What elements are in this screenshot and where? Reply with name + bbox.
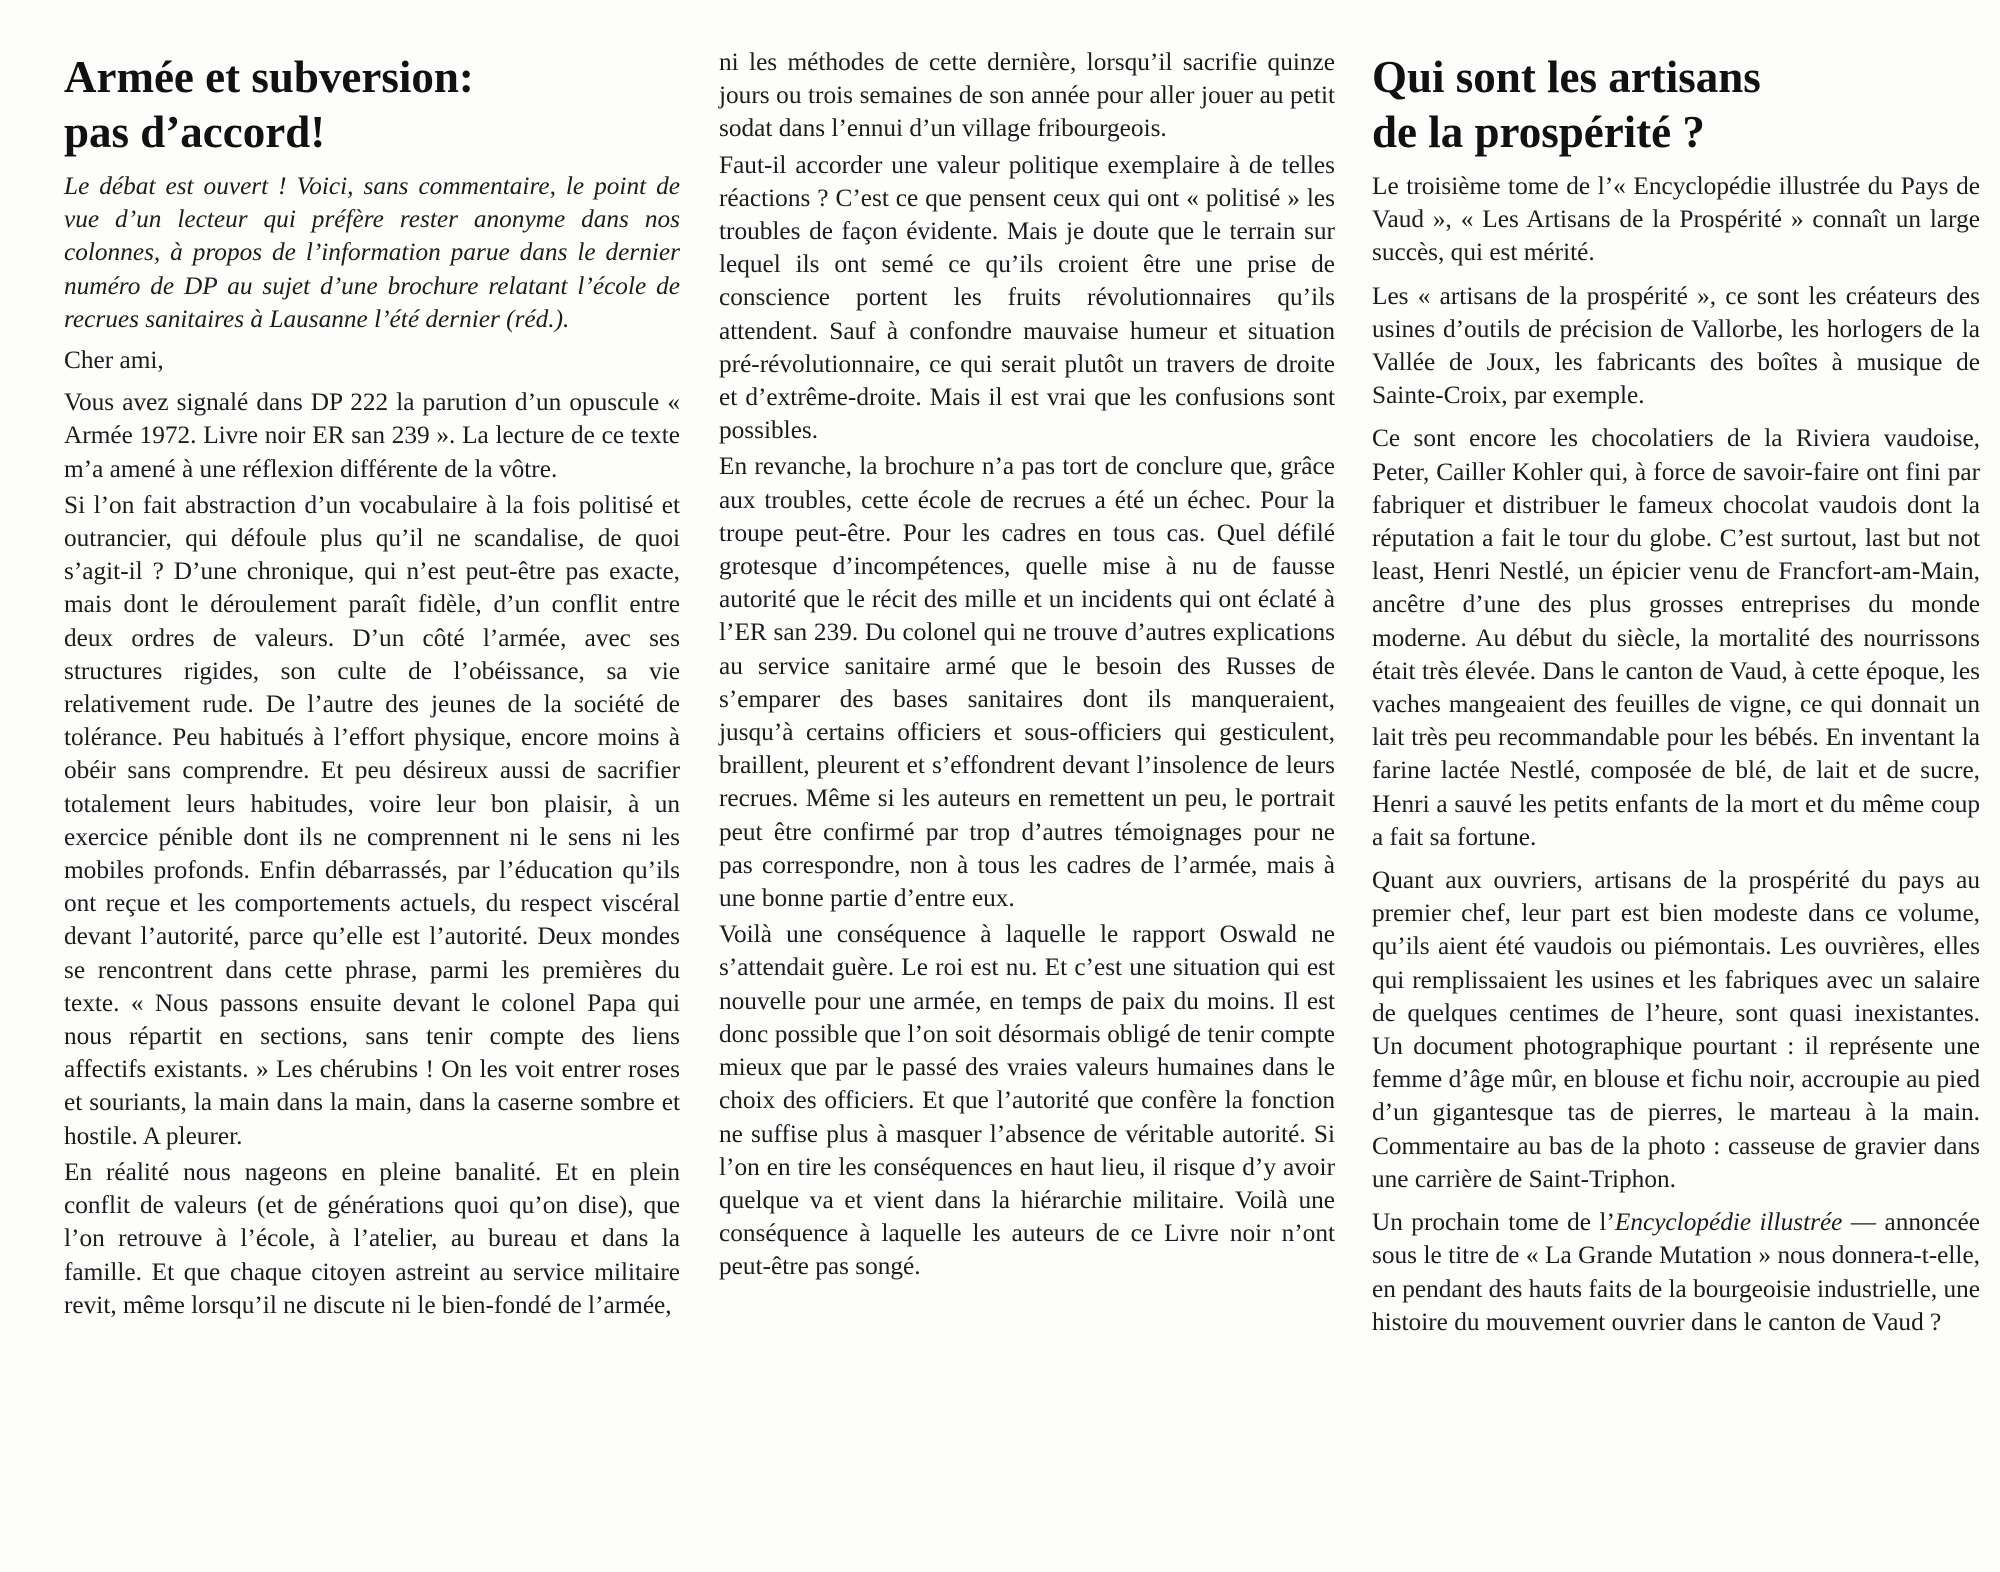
article-paragraph: Le troisième tome de l’« Encyclopédie illustrée du Pays de Vaud », « Les Artisans de la Prospérité » connaît un large succès, qui est mérité.	[1372, 172, 1980, 267]
closing-text-end: — annoncée sous le titre de « La Grande Mutation » nous donnera-t-elle, en pendant des hauts faits de la bourgeoisie industrielle, une histoire du mouvement ouvrier dans le canton de Vaud ?	[1372, 1208, 1980, 1336]
closing-text-start: Un prochain tome de l’	[1372, 1208, 1615, 1237]
article-paragraph: Faut-il accorder une valeur politique exemplaire à de telles réactions ? C’est ce que pensent ceux qui ont « politisé » les troubles de façon évidente. Mais je doute que le terrain sur lequel ils ont semé ce qu’ils croient être une prise de conscience portent les fruits révolutionnaires qu’ils attendent. Sauf à confondre mauvaise humeur et situation pré-révolutionnaire, ce qui serait plutôt un travers de droite et d’extrême-droite. Mais il est vrai que les confusions sont possibles.	[719, 150, 1335, 445]
article-paragraph: Vous avez signalé dans DP 222 la parution d’un opuscule « Armée 1972. Livre noir ER san 239 ». La lecture de ce texte m’a amené à une réflexion différente de la vôtre.	[64, 388, 680, 483]
headline-line-1: Qui sont les artisans	[1372, 52, 1761, 102]
article-paragraph: Quant aux ouvriers, artisans de la prospérité du pays au premier chef, leur part est bien modeste dans ce volume, qu’ils aient été vaudois ou piémontais. Les ouvrières, elles qui remplissaient les usines et les fabriques avec un salaire de quelques centimes de l’heure, sont quasi inexistantes. Un document photographique pourtant : il représente une femme d’âge mûr, en blouse et fichu noir, accroupie au pied d’un gigantesque tas de pierres, le marteau à la main. Commentaire au bas de la photo : casseuse de gravier dans une carrière de Saint-Triphon.	[1372, 866, 1980, 1193]
article-headline-prosperite	[1372, 50, 1980, 160]
headline-line-1: Armée et subversion:	[64, 52, 474, 102]
article-paragraph-closing	[1372, 1206, 1980, 1339]
article-paragraph: Ce sont encore les chocolatiers de la Riviera vaudoise, Peter, Cailler Kohler qui, à force de savoir-faire ont fini par fabriquer et distribuer le fameux chocolat vaudois dont la réputation a fait le tour du globe. C’est surtout, last but not least, Henri Nestlé, un épicier venu de Francfort-am-Main, ancêtre d’une des plus grosses entreprises du monde moderne. Au début du siècle, la mortalité des nourrissons était très élevée. Dans le canton de Vaud, à cette époque, les vaches mangeaient des feuilles de vigne, ce qui donnait un lait très peu recommandable pour les bébés. En inventant la farine lactée Nestlé, composée de blé, de lait et de sucre, Henri a sauvé les petits enfants de la mort et du même coup a fait sa fortune.	[1372, 424, 1980, 851]
letter-greeting: Cher ami,	[64, 346, 164, 375]
article-paragraph: ni les méthodes de cette dernière, lorsqu’il sacrifie quinze jours ou trois semaines de son année pour aller jouer au petit sodat dans l’ennui d’un village fribourgeois.	[719, 48, 1335, 143]
article-paragraph: Les « artisans de la prospérité », ce sont les créateurs des usines d’outils de précision de Vallorbe, les horlogers de la Vallée de Joux, les fabricants des boîtes à musique de Sainte-Croix, par exemple.	[1372, 281, 1980, 410]
article-headline-armee	[64, 50, 680, 160]
headline-line-2: de la prospérité ?	[1372, 107, 1705, 157]
article-paragraph: Si l’on fait abstraction d’un vocabulaire à la fois politisé et outrancier, qui défoule plus qu’il ne scandalise, de quoi s’agit-il ? D’une chronique, qui n’est peut-être pas exacte, mais dont le déroulement paraît fidèle, d’un conflit entre deux ordres de valeurs. D’un côté l’armée, avec ses structures rigides, son culte de l’obéissance, sa vie relativement rude. De l’autre des jeunes de la société de tolérance. Peu habitués à l’effort physique, encore moins à obéir sans comprendre. Et peu désireux aussi de sacrifier totalement leurs habitudes, voire leur bon plaisir, à un exercice pénible dont ils ne comprennent ni le sens ni les mobiles profonds. Enfin débarrassés, par l’éducation qu’ils ont reçue et les comportements actuels, du respect viscéral devant l’autorité, parce qu’elle est l’autorité. Deux mondes se rencontrent dans cette phrase, parmi les premières du texte. « Nous passons ensuite devant le colonel Papa qui nous répartit en sections, sans tenir compte des liens affectifs existants. » Les chérubins ! On les voit entrer roses et souriants, la main dans la main, dans la caserne sombre et hostile. A pleurer.	[64, 490, 680, 1150]
article-paragraph: Voilà une conséquence à laquelle le rapport Oswald ne s’attendait guère. Le roi est nu. Et c’est une situation qui est nouvelle pour une armée, en temps de paix du moins. Il est donc possible que l’on soit désormais obligé de tenir compte mieux que par le passé des vraies valeurs humaines dans le choix des officiers. Et que l’autorité que confère la fonction ne suffise plus à masquer l’absence de véritable autorité. Si l’on en tire les conséquences en haut lieu, il risque d’y avoir quelque va et vient dans la hiérarchie militaire. Voilà une conséquence à laquelle les auteurs de ce Livre noir n’ont peut-être pas songé.	[719, 920, 1335, 1281]
article-column-2	[719, 46, 1335, 1287]
encyclopedia-title: Encyclopédie illustrée	[1614, 1208, 1843, 1237]
article-paragraph: En revanche, la brochure n’a pas tort de conclure que, grâce aux troubles, cette école de recrues a été un échec. Pour la troupe peut-être. Pour les cadres en tous cas. Quel défilé grotesque d’incompétences, quelle mise à nu de fausse autorité que le récit des mille et un incidents qui ont éclaté à l’ER san 239. Du colonel qui ne trouve d’autres explications au service sanitaire armé que le besoin des Russes de s’emparer des bases sanitaires dont ils manqueraient, jusqu’à certains officiers et sous-officiers qui gesticulent, braillent, pleurent et s’effondrent devant l’insolence de leurs recrues. Même si les auteurs en remettent un peu, le portrait peut être confirmé par trop d’autres témoignages pour ne pas correspondre, non à tous les cadres de l’armée, mais à une bonne partie d’entre eux.	[719, 452, 1335, 913]
article-column-3	[1372, 50, 1980, 1349]
editor-lede: Le débat est ouvert ! Voici, sans commentaire, le point de vue d’un lecteur qui préfère rester anonyme dans nos colonnes, à propos de l’information parue dans le dernier numéro de DP au sujet d’une brochure relatant l’école de recrues sanitaires à Lausanne l’été dernier (réd.).	[64, 172, 680, 333]
article-column-1	[64, 50, 680, 1325]
article-paragraph: En réalité nous nageons en pleine banalité. Et en plein conflit de valeurs (et de générations quoi qu’on dise), que l’on retrouve à l’école, à l’atelier, au bureau et dans la famille. Et que chaque citoyen astreint au service militaire revit, même lorsqu’il ne discute ni le bien-fondé de l’armée,	[64, 1157, 680, 1319]
headline-line-2: pas d’accord!	[64, 107, 326, 157]
